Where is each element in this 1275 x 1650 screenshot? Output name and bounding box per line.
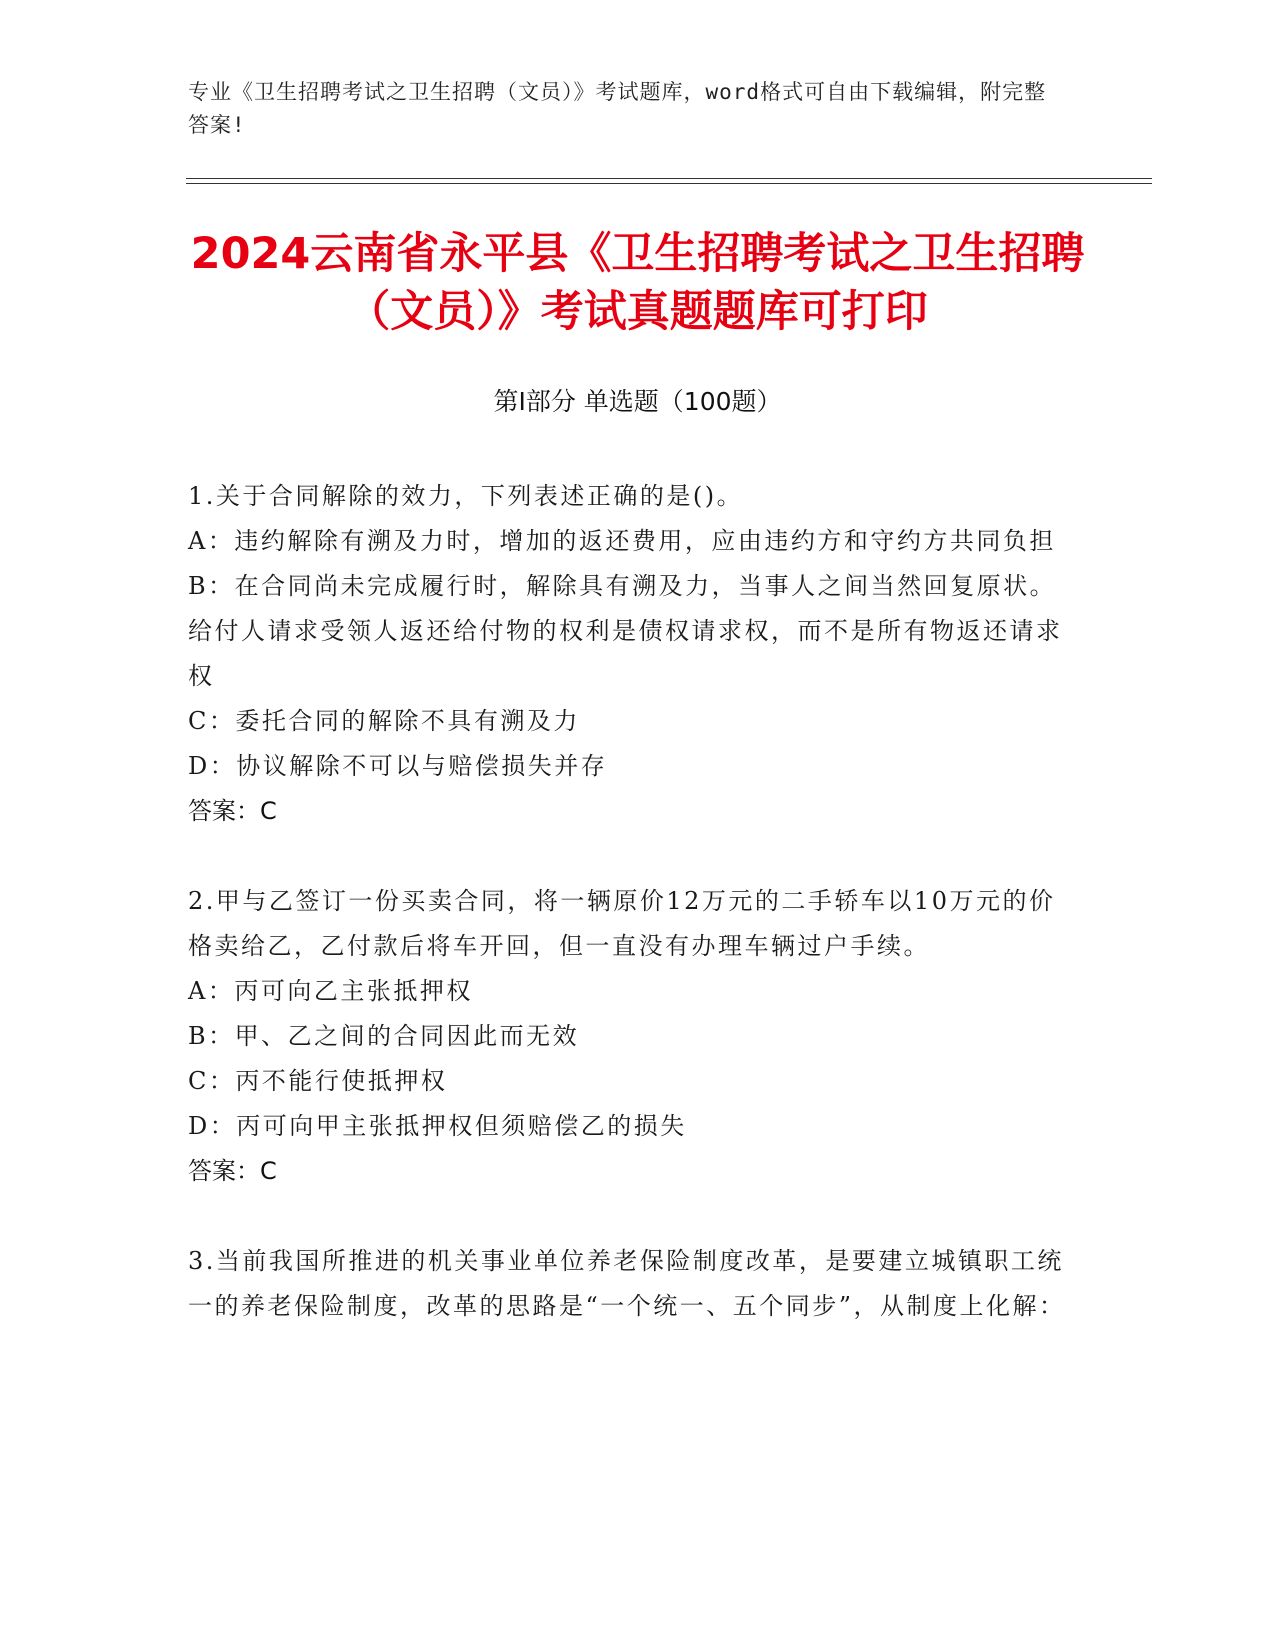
option-a: A：违约解除有溯及力时，增加的返还费用，应由违约方和守约方共同负担 (188, 527, 1056, 555)
header-note: 专业《卫生招聘考试之卫生招聘（文员）》考试题库，word格式可自由下载编辑，附完整答案! (188, 80, 1047, 137)
option-a: A：丙可向乙主张抵押权 (188, 977, 473, 1005)
question-1 (188, 474, 1070, 834)
option-c: C：丙不能行使抵押权 (188, 1067, 448, 1095)
page-title: 2024云南省永平县《卫生招聘考试之卫生招聘（文员）》考试真题题库可打印 (190, 229, 1085, 337)
option-b: B：在合同尚未完成履行时，解除具有溯及力，当事人之间当然回复原状。给付人请求受领人返还给付物的权利是债权请求权，而不是所有物返还请求权 (188, 572, 1063, 690)
option-d: D：丙可向甲主张抵押权但须赔偿乙的损失 (188, 1112, 687, 1140)
question-stem: 2.甲与乙签订一份买卖合同，将一辆原价12万元的二手轿车以10万元的价格卖给乙，乙付款后将车开回，但一直没有办理车辆过户手续。 (188, 887, 1056, 960)
answer-label: 答案：C (188, 1157, 277, 1185)
question-3 (188, 1239, 1070, 1329)
question-stem: 3.当前我国所推进的机关事业单位养老保险制度改革，是要建立城镇职工统一的养老保险制度，改革的思路是“一个统一、五个同步”，从制度上化解： (188, 1247, 1066, 1320)
header-divider-top (186, 178, 1152, 179)
option-b: B：甲、乙之间的合同因此而无效 (188, 1022, 580, 1050)
question-stem: 1.关于合同解除的效力，下列表述正确的是()。 (188, 482, 744, 510)
option-d: D：协议解除不可以与赔偿损失并存 (188, 752, 608, 780)
answer-label: 答案：C (188, 797, 277, 825)
question-list (188, 474, 1070, 1374)
question-2 (188, 879, 1070, 1194)
header-divider-bottom (186, 183, 1152, 184)
option-c: C：委托合同的解除不具有溯及力 (188, 707, 580, 735)
section-heading: 第Ⅰ部分 单选题（100题） (493, 387, 782, 416)
